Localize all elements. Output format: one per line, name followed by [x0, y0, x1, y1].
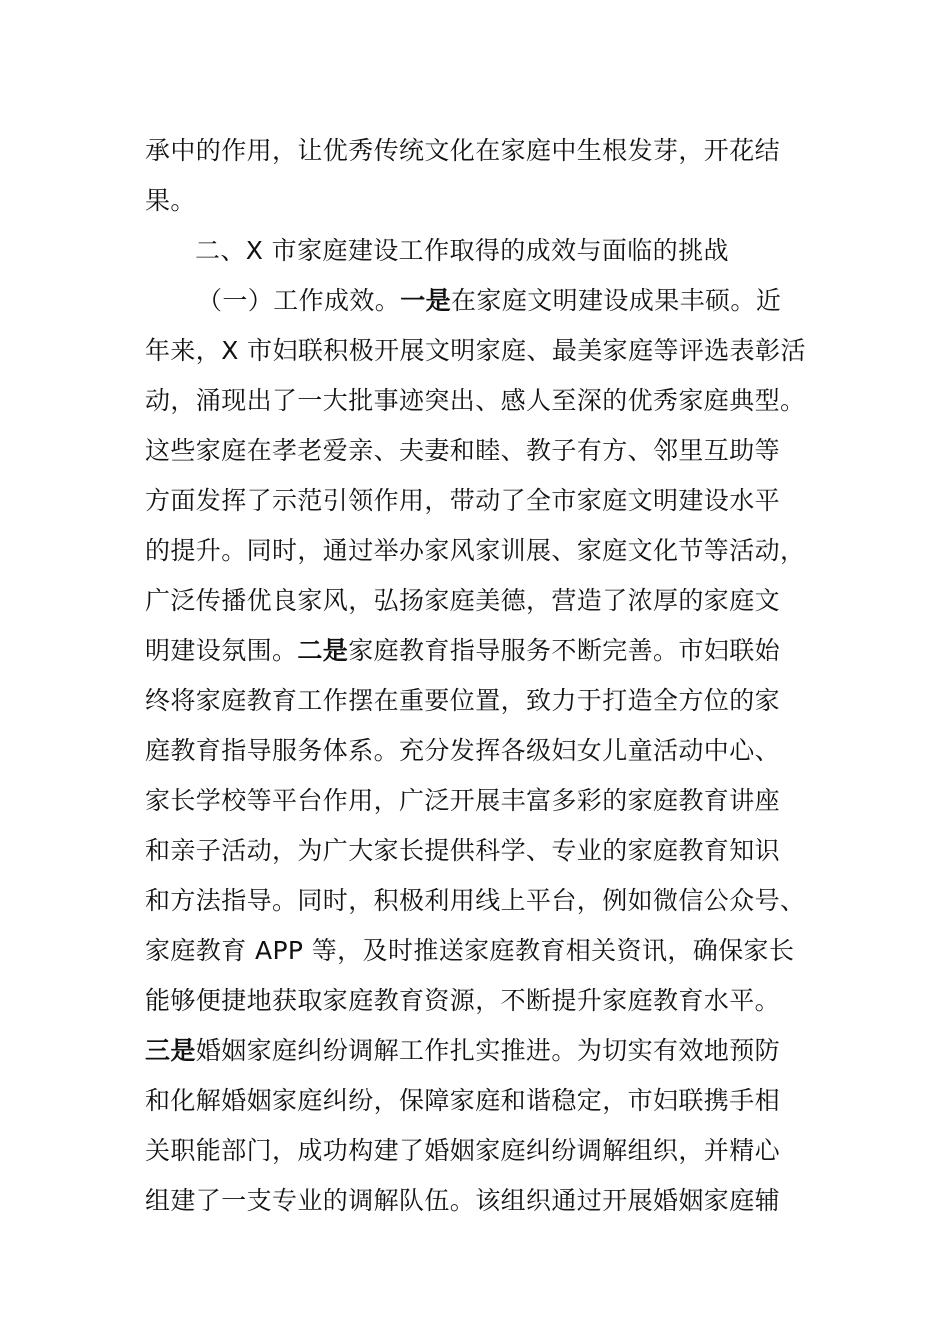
text-line: 关职能部门，成功构建了婚姻家庭纠纷调解组织，并精心: [145, 1136, 781, 1165]
text-line: 的提升。同时，通过举办家风家训展、家庭文化节等活动，: [145, 536, 806, 565]
text-line: 这些家庭在孝老爱亲、夫妻和睦、教子有方、邻里互助等: [145, 436, 781, 465]
subsection-line: [197, 276, 827, 326]
text-line: 家长学校等平台作用，广泛开展丰富多彩的家庭教育讲座: [145, 786, 781, 815]
text-line: 终将家庭教育工作摆在重要位置，致力于打造全方位的家: [145, 686, 781, 715]
text-line: 庭教育指导服务体系。充分发挥各级妇女儿童活动中心、: [145, 736, 781, 765]
text-segment: 家庭教育指导服务不断完善。市妇联始: [348, 636, 781, 665]
text-line: 组建了一支专业的调解队伍。该组织通过开展婚姻家庭辅: [145, 1186, 781, 1215]
text-line: 广泛传播优良家风，弘扬家庭美德，营造了浓厚的家庭文: [145, 586, 781, 615]
text-line: 和化解婚姻家庭纠纷，保障家庭和谐稳定，市妇联携手相: [145, 1086, 781, 1115]
text-line: [145, 1026, 825, 1076]
text-line: 和亲子活动，为广大家长提供科学、专业的家庭教育知识: [145, 836, 781, 865]
point-label: 一是: [400, 286, 452, 315]
section-heading: 二、X 市家庭建设工作取得的成效与面临的挑战: [195, 236, 729, 265]
subsection-heading: （一）工作成效。: [197, 286, 401, 315]
text-line: 果。: [145, 186, 196, 215]
text-segment: 明建设氛围。: [145, 636, 298, 665]
text-line: 和方法指导。同时，积极利用线上平台，例如微信公众号、: [145, 886, 806, 915]
text-segment: 在家庭文明建设成果丰硕。近: [451, 286, 782, 315]
text-line: [145, 626, 825, 676]
point-label: 二是: [297, 636, 349, 665]
text-line: 能够便捷地获取家庭教育资源，不断提升家庭教育水平。: [145, 986, 781, 1015]
text-line: 年来，X 市妇联积极开展文明家庭、最美家庭等评选表彰活: [145, 336, 806, 365]
text-line: 家庭教育 APP 等，及时推送家庭教育相关资讯，确保家长: [145, 936, 795, 965]
point-label: 三是: [145, 1036, 196, 1065]
text-line: 方面发挥了示范引领作用，带动了全市家庭文明建设水平: [145, 486, 781, 515]
text-line: 动，涌现出了一大批事迹突出、感人至深的优秀家庭典型。: [145, 386, 806, 415]
text-segment: 婚姻家庭纠纷调解工作扎实推进。为切实有效地预防: [195, 1036, 781, 1065]
text-line: 承中的作用，让优秀传统文化在家庭中生根发芽，开花结: [145, 136, 781, 165]
